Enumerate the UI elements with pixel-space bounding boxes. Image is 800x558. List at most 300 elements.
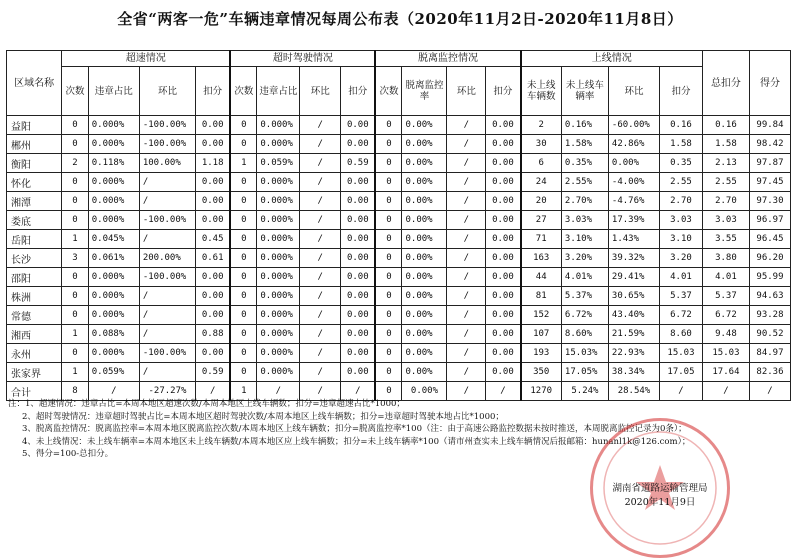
data-cell: / bbox=[447, 249, 486, 268]
data-cell: 15.03 bbox=[660, 344, 703, 363]
data-cell: 0.00% bbox=[402, 268, 447, 287]
data-cell: 3.03 bbox=[702, 211, 749, 230]
table-row bbox=[7, 173, 791, 192]
data-cell: 0 bbox=[375, 135, 402, 154]
data-cell: 17.05 bbox=[660, 363, 703, 382]
data-cell: / bbox=[139, 192, 195, 211]
data-cell: 0 bbox=[62, 173, 89, 192]
data-cell: 3.10% bbox=[561, 230, 608, 249]
data-cell: 2.55 bbox=[702, 173, 749, 192]
data-cell: 0.00% bbox=[402, 306, 447, 325]
data-cell: 0.00 bbox=[196, 116, 231, 135]
data-cell: 0.00% bbox=[402, 249, 447, 268]
data-cell: 3.80 bbox=[702, 249, 749, 268]
data-cell: 0.59 bbox=[341, 154, 376, 173]
data-cell: 9.48 bbox=[702, 325, 749, 344]
data-cell: 0.00 bbox=[341, 268, 376, 287]
data-cell: 1 bbox=[230, 154, 257, 173]
data-cell: 0.000% bbox=[257, 173, 300, 192]
data-cell: / bbox=[139, 287, 195, 306]
data-cell: 0.88 bbox=[196, 325, 231, 344]
data-cell: 0.00% bbox=[402, 211, 447, 230]
data-cell: 0.00% bbox=[402, 173, 447, 192]
data-cell: 97.30 bbox=[749, 192, 790, 211]
data-cell: 1 bbox=[62, 325, 89, 344]
data-cell: 0.00 bbox=[341, 249, 376, 268]
data-cell: 1.43% bbox=[608, 230, 659, 249]
data-cell: 0.00 bbox=[341, 363, 376, 382]
note-line: 3、脱离监控情况：脱离监控率=本周本地区脱离监控次数/本周本地区上线车辆数；扣分=脱离监控率*100（注：由于高速公路监控数据未按时推送，本周脱离监控记录为0条）； bbox=[22, 424, 687, 434]
data-cell: 0.00 bbox=[486, 325, 521, 344]
data-cell: 82.36 bbox=[749, 363, 790, 382]
data-cell: 0.00 bbox=[196, 287, 231, 306]
data-cell: 0.00% bbox=[402, 116, 447, 135]
header-offline-count: 次数 bbox=[375, 67, 402, 116]
data-cell: 43.40% bbox=[608, 306, 659, 325]
data-cell: 30 bbox=[521, 135, 562, 154]
data-cell: / bbox=[447, 230, 486, 249]
data-cell: / bbox=[447, 325, 486, 344]
data-cell: -4.00% bbox=[608, 173, 659, 192]
violation-report-table bbox=[6, 50, 791, 401]
data-cell: 4.01 bbox=[660, 268, 703, 287]
data-cell: / bbox=[702, 382, 749, 401]
data-cell: 0.59 bbox=[196, 363, 231, 382]
data-cell: 0.00 bbox=[196, 268, 231, 287]
data-cell: 17.64 bbox=[702, 363, 749, 382]
data-cell: 193 bbox=[521, 344, 562, 363]
data-cell: 0.000% bbox=[257, 230, 300, 249]
data-cell: 2.55% bbox=[561, 173, 608, 192]
data-cell: 0.000% bbox=[88, 192, 139, 211]
region-cell: 娄底 bbox=[7, 211, 62, 230]
region-cell: 湘西 bbox=[7, 325, 62, 344]
data-cell: 0.000% bbox=[257, 268, 300, 287]
data-cell: / bbox=[447, 135, 486, 154]
data-cell: 8.60 bbox=[660, 325, 703, 344]
data-cell: 0.00 bbox=[486, 192, 521, 211]
data-cell: / bbox=[300, 268, 341, 287]
data-cell: 0.00 bbox=[486, 287, 521, 306]
note-line: 2、超时驾驶情况：违章超时驾驶占比=本周本地区超时驾驶次数/本周本地区上线车辆数；扣分=违章超时驾驶本地占比*1000； bbox=[22, 411, 504, 422]
data-cell: 38.34% bbox=[608, 363, 659, 382]
data-cell: 0.00% bbox=[402, 382, 447, 401]
data-cell: / bbox=[300, 363, 341, 382]
data-cell: 0.00% bbox=[402, 344, 447, 363]
data-cell: 17.05% bbox=[561, 363, 608, 382]
data-cell: 0.00 bbox=[486, 135, 521, 154]
data-cell: / bbox=[139, 230, 195, 249]
data-cell: 6.72% bbox=[561, 306, 608, 325]
data-cell: 0 bbox=[62, 135, 89, 154]
data-cell: -27.27% bbox=[139, 382, 195, 401]
data-cell: / bbox=[196, 382, 231, 401]
header-speeding-count: 次数 bbox=[62, 67, 89, 116]
data-cell: 0.00 bbox=[486, 116, 521, 135]
data-cell: 0.00 bbox=[486, 211, 521, 230]
data-cell: 0 bbox=[375, 230, 402, 249]
note-line: 注：1、超速情况：违章占比=本周本地区超速次数/本周本地区上线车辆数；扣分=违章超速占比*1000； bbox=[8, 399, 405, 409]
data-cell: / bbox=[300, 135, 341, 154]
region-cell: 常德 bbox=[7, 306, 62, 325]
data-cell: 0.00% bbox=[402, 325, 447, 344]
region-cell: 怀化 bbox=[7, 173, 62, 192]
data-cell: 2.70 bbox=[660, 192, 703, 211]
data-cell: 28.54% bbox=[608, 382, 659, 401]
data-cell: 0.00 bbox=[196, 211, 231, 230]
issuer-block bbox=[590, 482, 730, 510]
region-cell: 湘潭 bbox=[7, 192, 62, 211]
data-cell: / bbox=[257, 382, 300, 401]
data-cell: 0.00 bbox=[341, 211, 376, 230]
data-cell: 0.000% bbox=[257, 135, 300, 154]
data-cell: -100.00% bbox=[139, 135, 195, 154]
data-cell: 0.000% bbox=[88, 287, 139, 306]
data-cell: / bbox=[447, 306, 486, 325]
data-cell: 84.97 bbox=[749, 344, 790, 363]
data-cell: 0.00 bbox=[196, 344, 231, 363]
data-cell: 0 bbox=[375, 382, 402, 401]
data-cell: 0 bbox=[375, 116, 402, 135]
data-cell: -4.76% bbox=[608, 192, 659, 211]
table-row bbox=[7, 192, 791, 211]
data-cell: / bbox=[300, 306, 341, 325]
data-cell: 3.20 bbox=[660, 249, 703, 268]
data-cell: / bbox=[300, 287, 341, 306]
data-cell: 0.00 bbox=[341, 306, 376, 325]
header-total-deduction: 总扣分 bbox=[702, 51, 749, 116]
table-row bbox=[7, 154, 791, 173]
data-cell: 100.00% bbox=[139, 154, 195, 173]
data-cell: 5.24% bbox=[561, 382, 608, 401]
data-cell: 0.00% bbox=[402, 135, 447, 154]
table-row bbox=[7, 135, 791, 154]
data-cell: 0 bbox=[230, 268, 257, 287]
data-cell: / bbox=[300, 382, 341, 401]
data-cell: 0.00 bbox=[196, 192, 231, 211]
data-cell: 0.00 bbox=[486, 344, 521, 363]
data-cell: 0 bbox=[62, 116, 89, 135]
data-cell: 0.35% bbox=[561, 154, 608, 173]
data-cell: 96.20 bbox=[749, 249, 790, 268]
data-cell: 0.16% bbox=[561, 116, 608, 135]
data-cell: 0.059% bbox=[88, 363, 139, 382]
header-speeding-deduction: 扣分 bbox=[196, 67, 231, 116]
data-cell: 4.01% bbox=[561, 268, 608, 287]
data-cell: 0 bbox=[375, 344, 402, 363]
header-overtime-count: 次数 bbox=[230, 67, 257, 116]
header-group-online: 上线情况 bbox=[521, 51, 703, 67]
data-cell: -100.00% bbox=[139, 116, 195, 135]
data-cell: 0.00 bbox=[341, 287, 376, 306]
data-cell: 0.000% bbox=[88, 116, 139, 135]
data-cell: 3 bbox=[62, 249, 89, 268]
data-cell: 24 bbox=[521, 173, 562, 192]
data-cell: 0.000% bbox=[257, 249, 300, 268]
region-cell: 长沙 bbox=[7, 249, 62, 268]
table-row bbox=[7, 306, 791, 325]
data-cell: 0 bbox=[375, 287, 402, 306]
data-cell: 5.37 bbox=[702, 287, 749, 306]
data-cell: 0.000% bbox=[257, 363, 300, 382]
data-cell: 0 bbox=[230, 211, 257, 230]
data-cell: 0.000% bbox=[88, 268, 139, 287]
data-cell: 0.000% bbox=[88, 344, 139, 363]
region-cell: 株洲 bbox=[7, 287, 62, 306]
note-line: 4、未上线情况：未上线车辆率=本周本地区未上线车辆数/本周本地区应上线车辆数；扣分=未上线车辆率*100（请市州查实未上线车辆情况后报邮箱：hunanl1k@126.com）； bbox=[22, 436, 691, 447]
data-cell: / bbox=[447, 344, 486, 363]
data-cell: 2.70% bbox=[561, 192, 608, 211]
data-cell: 0 bbox=[230, 363, 257, 382]
data-cell: 0.061% bbox=[88, 249, 139, 268]
data-cell: 0.045% bbox=[88, 230, 139, 249]
data-cell: 93.28 bbox=[749, 306, 790, 325]
header-overtime-ratio: 违章占比 bbox=[257, 67, 300, 116]
data-cell: 0.000% bbox=[88, 211, 139, 230]
data-cell: 2.70 bbox=[702, 192, 749, 211]
data-cell: 0 bbox=[62, 211, 89, 230]
region-cell: 岳阳 bbox=[7, 230, 62, 249]
data-cell: 2 bbox=[521, 116, 562, 135]
table-row bbox=[7, 249, 791, 268]
data-cell: 90.52 bbox=[749, 325, 790, 344]
data-cell: 71 bbox=[521, 230, 562, 249]
data-cell: / bbox=[300, 173, 341, 192]
data-cell: 99.84 bbox=[749, 116, 790, 135]
data-cell: 1 bbox=[62, 363, 89, 382]
region-cell: 合计 bbox=[7, 382, 62, 401]
data-cell: 0 bbox=[230, 230, 257, 249]
data-cell: 0.35 bbox=[660, 154, 703, 173]
data-cell: 15.03% bbox=[561, 344, 608, 363]
data-cell: 0 bbox=[230, 306, 257, 325]
data-cell: -100.00% bbox=[139, 344, 195, 363]
issuer-org: 湖南省道路运输管理局 bbox=[612, 483, 708, 494]
table-row bbox=[7, 268, 791, 287]
data-cell: 0.45 bbox=[196, 230, 231, 249]
data-cell: / bbox=[447, 116, 486, 135]
table-row bbox=[7, 325, 791, 344]
data-cell: 29.41% bbox=[608, 268, 659, 287]
data-cell: 0 bbox=[62, 344, 89, 363]
data-cell: 0.00 bbox=[196, 306, 231, 325]
data-cell: 0 bbox=[230, 287, 257, 306]
data-cell: / bbox=[447, 382, 486, 401]
header-speeding-mom: 环比 bbox=[139, 67, 195, 116]
data-cell: 0.61 bbox=[196, 249, 231, 268]
header-group-speeding: 超速情况 bbox=[62, 51, 231, 67]
data-cell: 3.10 bbox=[660, 230, 703, 249]
table-row bbox=[7, 230, 791, 249]
region-cell: 永州 bbox=[7, 344, 62, 363]
data-cell: 4.01 bbox=[702, 268, 749, 287]
data-cell: 0.000% bbox=[257, 192, 300, 211]
data-cell: 17.39% bbox=[608, 211, 659, 230]
data-cell: 0.088% bbox=[88, 325, 139, 344]
table-body bbox=[7, 116, 791, 401]
page-title: 全省“两客一危”车辆违章情况每周公布表（2020年11月2日-2020年11月8日） bbox=[117, 10, 683, 28]
data-cell: 30.65% bbox=[608, 287, 659, 306]
data-cell: 1270 bbox=[521, 382, 562, 401]
data-cell: 0.000% bbox=[88, 173, 139, 192]
data-cell: 20 bbox=[521, 192, 562, 211]
data-cell: / bbox=[341, 382, 376, 401]
data-cell: / bbox=[139, 325, 195, 344]
data-cell: 163 bbox=[521, 249, 562, 268]
header-online-mom: 环比 bbox=[608, 67, 659, 116]
table-row bbox=[7, 116, 791, 135]
data-cell: 0 bbox=[62, 306, 89, 325]
data-cell: 0 bbox=[375, 325, 402, 344]
header-speeding-ratio: 违章占比 bbox=[88, 67, 139, 116]
data-cell: / bbox=[300, 154, 341, 173]
data-cell: / bbox=[300, 344, 341, 363]
header-offline-rate: 脱离监控率 bbox=[402, 67, 447, 116]
table-row bbox=[7, 344, 791, 363]
data-cell: 0.00 bbox=[196, 135, 231, 154]
data-cell: 0.00% bbox=[402, 192, 447, 211]
table-row bbox=[7, 211, 791, 230]
region-cell: 益阳 bbox=[7, 116, 62, 135]
data-cell: 0 bbox=[62, 192, 89, 211]
data-cell: 27 bbox=[521, 211, 562, 230]
data-cell: 0 bbox=[62, 268, 89, 287]
data-cell: 0 bbox=[230, 116, 257, 135]
data-cell: 0.16 bbox=[660, 116, 703, 135]
header-online-missing-rate: 未上线车辆率 bbox=[561, 67, 608, 116]
note-line: 5、得分=100-总扣分。 bbox=[22, 449, 114, 459]
data-cell: / bbox=[300, 192, 341, 211]
data-cell: 0.00% bbox=[402, 230, 447, 249]
data-cell: / bbox=[139, 306, 195, 325]
data-cell: -100.00% bbox=[139, 211, 195, 230]
header-region: 区域名称 bbox=[7, 51, 62, 116]
data-cell: 0.000% bbox=[257, 344, 300, 363]
data-cell: 97.87 bbox=[749, 154, 790, 173]
data-cell: -60.00% bbox=[608, 116, 659, 135]
table-row bbox=[7, 287, 791, 306]
data-cell: 0.000% bbox=[88, 135, 139, 154]
data-cell: / bbox=[486, 382, 521, 401]
data-cell: 39.32% bbox=[608, 249, 659, 268]
data-cell: / bbox=[447, 154, 486, 173]
data-cell: 6.72 bbox=[702, 306, 749, 325]
data-cell: 200.00% bbox=[139, 249, 195, 268]
data-cell: 2 bbox=[62, 154, 89, 173]
region-cell: 邵阳 bbox=[7, 268, 62, 287]
data-cell: 0 bbox=[375, 249, 402, 268]
data-cell: 0 bbox=[230, 192, 257, 211]
data-cell: / bbox=[300, 325, 341, 344]
data-cell: 2.55 bbox=[660, 173, 703, 192]
data-cell: 0.00 bbox=[196, 173, 231, 192]
data-cell: / bbox=[300, 249, 341, 268]
data-cell: 0 bbox=[375, 363, 402, 382]
data-cell: 0.00 bbox=[341, 344, 376, 363]
data-cell: / bbox=[447, 268, 486, 287]
data-cell: 0.00 bbox=[341, 173, 376, 192]
data-cell: 1 bbox=[230, 382, 257, 401]
data-cell: / bbox=[447, 287, 486, 306]
data-cell: 0 bbox=[230, 325, 257, 344]
data-cell: / bbox=[88, 382, 139, 401]
data-cell: 15.03 bbox=[702, 344, 749, 363]
region-cell: 衡阳 bbox=[7, 154, 62, 173]
data-cell: 0.00% bbox=[402, 287, 447, 306]
data-cell: 0 bbox=[230, 344, 257, 363]
data-cell: 0.118% bbox=[88, 154, 139, 173]
header-online-deduction: 扣分 bbox=[660, 67, 703, 116]
data-cell: 22.93% bbox=[608, 344, 659, 363]
table-row bbox=[7, 363, 791, 382]
data-cell: / bbox=[660, 382, 703, 401]
data-cell: 44 bbox=[521, 268, 562, 287]
data-cell: 96.45 bbox=[749, 230, 790, 249]
data-cell: 0 bbox=[230, 135, 257, 154]
data-cell: 0 bbox=[375, 211, 402, 230]
data-cell: 0.000% bbox=[257, 211, 300, 230]
data-cell: 0.00% bbox=[402, 363, 447, 382]
data-cell: / bbox=[447, 211, 486, 230]
data-cell: 0.00% bbox=[402, 154, 447, 173]
data-cell: 5.37% bbox=[561, 287, 608, 306]
header-group-offline: 脱离监控情况 bbox=[375, 51, 520, 67]
data-cell: / bbox=[139, 363, 195, 382]
data-cell: 3.55 bbox=[702, 230, 749, 249]
data-cell: 98.42 bbox=[749, 135, 790, 154]
data-cell: 152 bbox=[521, 306, 562, 325]
data-cell: 0.00 bbox=[486, 249, 521, 268]
data-cell: 0.00 bbox=[486, 230, 521, 249]
data-cell: / bbox=[300, 211, 341, 230]
data-cell: 0.00% bbox=[608, 154, 659, 173]
issuer-date: 2020年11月9日 bbox=[624, 497, 696, 508]
data-cell: 97.45 bbox=[749, 173, 790, 192]
data-cell: 0.00 bbox=[486, 173, 521, 192]
data-cell: 0.00 bbox=[341, 230, 376, 249]
data-cell: 0.000% bbox=[257, 116, 300, 135]
data-cell: 8.60% bbox=[561, 325, 608, 344]
data-cell: / bbox=[447, 173, 486, 192]
data-cell: 6 bbox=[521, 154, 562, 173]
data-cell: 0 bbox=[375, 268, 402, 287]
data-cell: 1.18 bbox=[196, 154, 231, 173]
data-cell: / bbox=[447, 192, 486, 211]
data-cell: / bbox=[300, 230, 341, 249]
data-cell: 0 bbox=[230, 173, 257, 192]
data-cell: 96.97 bbox=[749, 211, 790, 230]
data-cell: / bbox=[447, 363, 486, 382]
region-cell: 张家界 bbox=[7, 363, 62, 382]
data-cell: 95.99 bbox=[749, 268, 790, 287]
data-cell: 0.00 bbox=[341, 325, 376, 344]
data-cell: 0 bbox=[375, 306, 402, 325]
data-cell: 6.72 bbox=[660, 306, 703, 325]
header-offline-deduction: 扣分 bbox=[486, 67, 521, 116]
data-cell: 1.58 bbox=[702, 135, 749, 154]
data-cell: 3.03 bbox=[660, 211, 703, 230]
header-group-overtime: 超时驾驶情况 bbox=[230, 51, 375, 67]
data-cell: 0.00 bbox=[341, 116, 376, 135]
data-cell: 3.20% bbox=[561, 249, 608, 268]
data-cell: 0.000% bbox=[257, 325, 300, 344]
data-cell: 0.00 bbox=[486, 154, 521, 173]
header-offline-mom: 环比 bbox=[447, 67, 486, 116]
data-cell: 2.13 bbox=[702, 154, 749, 173]
header-overtime-mom: 环比 bbox=[300, 67, 341, 116]
data-cell: / bbox=[300, 116, 341, 135]
data-cell: -100.00% bbox=[139, 268, 195, 287]
